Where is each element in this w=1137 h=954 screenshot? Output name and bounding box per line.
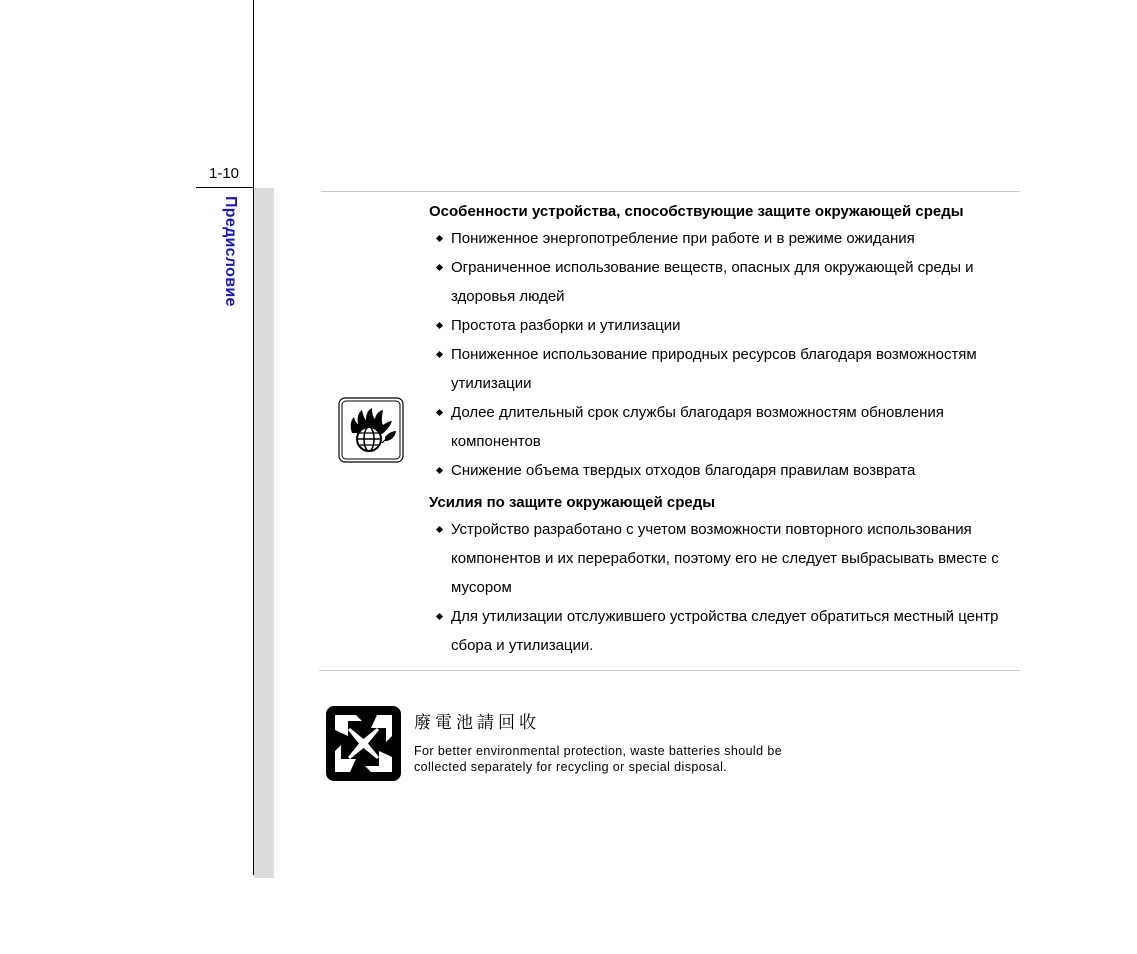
list-item: Долее длительный срок службы благодаря возможностям обновления компонентов [429,398,1019,456]
page-number: 1-10 [209,165,240,182]
battery-recycle-cjk: 廢電池請回收 [414,713,540,733]
content-bottom-rule [319,670,1020,671]
eco-hands-globe-icon [338,397,404,463]
list-item: Простота разборки и утилизации [429,311,1019,340]
list-item: Ограниченное использование веществ, опасных для окружающей среды и здоровья людей [429,253,1019,311]
content-top-rule [321,191,1020,192]
battery-recycle-icon [326,706,401,781]
list-item: Устройство разработано с учетом возможности повторного использования компонентов и их переработки, поэтому его не следует выбрасывать вместе с мусором [429,515,1019,602]
environment-content [429,200,1019,660]
efforts-list [429,515,1019,660]
list-item: Пониженное использование природных ресурсов благодаря возможностям утилизации [429,340,1019,398]
battery-recycle-text: For better environmental protection, waste batteries should be collected separately for recycling or special disposal. [414,744,783,774]
efforts-heading: Усилия по защите окружающей среды [429,494,716,511]
features-heading: Особенности устройства, способствующие защите окружающей среды [429,203,964,220]
list-item: Для утилизации отслужившего устройства следует обратиться местный центр сбора и утилизации. [429,602,1019,660]
side-band [254,188,274,878]
list-item: Снижение объема твердых отходов благодаря правилам возврата [429,456,1019,485]
features-list [429,224,1019,485]
page-number-rule [196,187,254,188]
list-item: Пониженное энергопотребление при работе и в режиме ожидания [429,224,1019,253]
section-tab: Предисловие [222,196,239,307]
